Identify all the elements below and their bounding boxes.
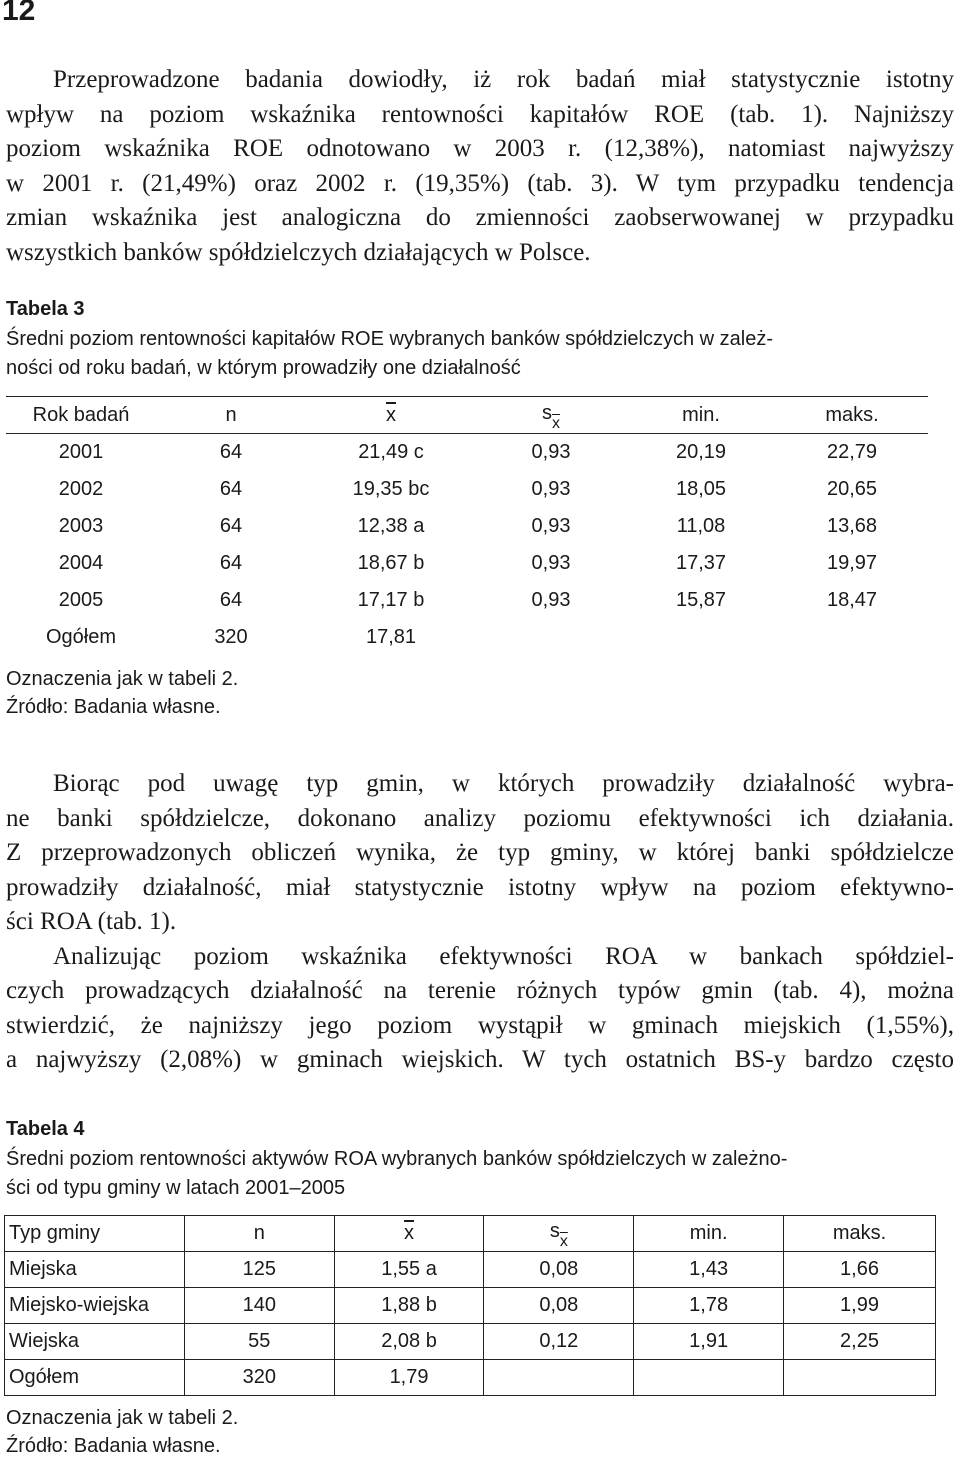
table3	[6, 396, 928, 656]
table3-caption	[6, 325, 956, 383]
table-cell: Miejsko-wiejska	[5, 1288, 185, 1324]
col-header-sx: $s_{\overline{x}}$	[484, 1216, 634, 1252]
table-cell: 64	[219, 478, 243, 500]
table-cell: 0,12	[484, 1324, 634, 1360]
table-cell: 140	[184, 1288, 334, 1324]
table-cell: 15,87	[675, 589, 727, 611]
table-cell: 1,66	[784, 1252, 936, 1288]
table-cell: 2004	[58, 552, 104, 574]
table-cell: 1,43	[634, 1252, 784, 1288]
table-cell	[784, 1360, 936, 1396]
table-cell: 0,93	[531, 589, 571, 611]
col-header-n: n	[184, 1216, 334, 1252]
text-line: w 2001 r. (21,49%) oraz 2002 r. (19,35%) (tab. 3). W tym przypadku tendencja	[6, 169, 954, 197]
table-cell: 0,08	[484, 1288, 634, 1324]
col-header-min: min.	[626, 397, 776, 434]
table-cell: 11,08	[676, 515, 726, 537]
table-cell: 17,81	[365, 626, 417, 648]
table-cell: 55	[184, 1324, 334, 1360]
table-cell: Wiejska	[5, 1324, 185, 1360]
table4-notes	[6, 1404, 238, 1460]
table-row	[6, 508, 928, 545]
text-line: poziom wskaźnika ROE odnotowano w 2003 r. (12,38%), natomiast najwyższy	[6, 135, 954, 162]
table-cell: 320	[184, 1360, 334, 1396]
text-line: Analizując poziom wskaźnika efektywności ROA w bankach spółdziel-	[53, 942, 954, 970]
table-cell: 19,97	[826, 552, 878, 574]
text-line: Biorąc pod uwagę typ gmin, w których prowadziły działalność wybra-	[53, 770, 954, 797]
table-cell: 64	[219, 441, 243, 463]
table-cell: 64	[219, 552, 243, 574]
table-cell: 17,17 b	[357, 589, 425, 611]
table-cell: 2003	[58, 515, 104, 537]
table-cell: 13,68	[826, 515, 878, 537]
caption-line: Średni poziom rentowności kapitałów ROE wybranych banków spółdzielczych w zależ-	[6, 328, 774, 350]
table-cell: 1,91	[634, 1324, 784, 1360]
table-cell: 2001	[58, 441, 104, 463]
page-number: 12	[2, 0, 36, 27]
table-header-row	[6, 397, 928, 434]
table-header-row	[5, 1216, 936, 1252]
text-line: prowadziły działalność, miał statystycznie istotny wpływ na poziom efektywno-	[6, 873, 954, 901]
table-cell: 17,37	[675, 552, 727, 574]
table-cell: 1,78	[634, 1288, 784, 1324]
col-header-max: maks.	[784, 1216, 936, 1252]
table-cell: 1,88 b	[334, 1288, 484, 1324]
table-cell: 2,25	[784, 1324, 936, 1360]
table4-caption	[6, 1145, 956, 1203]
col-header-n: n	[156, 397, 306, 434]
text-line: stwierdzić, że najniższy jego poziom wystąpił w gminach miejskich (1,55%),	[6, 1011, 954, 1039]
table-cell	[476, 619, 626, 656]
table-source: Źródło: Badania własne.	[6, 696, 221, 718]
table-cell: 0,93	[531, 478, 571, 500]
paragraph-roe	[6, 63, 954, 270]
table-cell: Ogółem	[5, 1360, 185, 1396]
table-cell: 18,05	[675, 478, 727, 500]
table-cell	[634, 1360, 784, 1396]
table-cell: 20,19	[675, 441, 727, 463]
table-cell: 64	[219, 515, 243, 537]
table-row	[5, 1324, 936, 1360]
table-cell	[626, 619, 776, 656]
table-cell: 125	[184, 1252, 334, 1288]
col-header-max: maks.	[776, 397, 928, 434]
table4	[4, 1215, 936, 1396]
col-header-min: min.	[634, 1216, 784, 1252]
table-cell: 18,47	[826, 589, 878, 611]
text-line: zmian wskaźnika jest analogiczna do zmienności zaobserwowanej w przypadku	[6, 204, 954, 231]
text-line: ści ROA (tab. 1).	[6, 908, 177, 935]
table-cell	[776, 619, 928, 656]
col-header-year: Rok badań	[6, 397, 156, 434]
text-line: ne banki spółdzielcze, dokonano analizy poziomu efektywności ich działania.	[6, 804, 954, 832]
table-row	[5, 1288, 936, 1324]
text-line: Z przeprowadzonych obliczeń wynika, że typ gminy, w której banki spółdzielcze	[6, 839, 954, 866]
text-line: a najwyższy (2,08%) w gminach wiejskich. W tych ostatnich BS-y bardzo często	[6, 1046, 954, 1073]
table-cell: 0,93	[531, 441, 571, 463]
table-row	[6, 471, 928, 508]
table-cell: 320	[214, 626, 248, 648]
col-header-sx: $s_{\overline{x}}$	[476, 397, 626, 434]
table-cell: 0,93	[531, 515, 571, 537]
table4-label: Tabela 4	[6, 1118, 85, 1140]
table-note: Oznaczenia jak w tabeli 2.	[6, 668, 239, 690]
col-header-mean: $\overline{x}$	[334, 1216, 484, 1252]
caption-line: ności od roku badań, w którym prowadziły one działalność	[6, 357, 521, 379]
table-cell: 2,08 b	[334, 1324, 484, 1360]
table-row-total	[6, 619, 928, 656]
table-source: Źródło: Badania własne.	[6, 1435, 221, 1457]
table-row-total	[5, 1360, 936, 1396]
table-cell: 1,99	[784, 1288, 936, 1324]
table-cell: 12,38 a	[357, 515, 425, 537]
table3-label: Tabela 3	[6, 298, 85, 320]
table-cell: 19,35 bc	[352, 478, 430, 500]
table-row	[6, 434, 928, 472]
table-cell: Miejska	[5, 1252, 185, 1288]
table-cell: 18,67 b	[357, 552, 425, 574]
table-cell: 2002	[58, 478, 104, 500]
table-cell: 0,93	[531, 552, 571, 574]
table-row	[5, 1252, 936, 1288]
table-cell: 64	[219, 589, 243, 611]
table-row	[6, 582, 928, 619]
table-row	[6, 545, 928, 582]
text-line: Przeprowadzone badania dowiodły, iż rok badań miał statystycznie istotny	[53, 66, 954, 93]
table-cell: 0,08	[484, 1252, 634, 1288]
text-line: wpływ na poziom wskaźnika rentowności kapitałów ROE (tab. 1). Najniższy	[6, 100, 954, 128]
text-line: czych prowadzących działalność na terenie różnych typów gmin (tab. 4), można	[6, 977, 954, 1004]
table-cell: 21,49 c	[358, 441, 424, 463]
col-header-municipality: Typ gminy	[5, 1216, 185, 1252]
table3-notes	[6, 665, 238, 721]
table-cell: 22,79	[826, 441, 878, 463]
table-note: Oznaczenia jak w tabeli 2.	[6, 1407, 239, 1429]
col-header-mean: $\overline{x}$	[306, 397, 476, 434]
table-cell: 20,65	[826, 478, 878, 500]
table-cell: 2005	[58, 589, 104, 611]
table-cell	[484, 1360, 634, 1396]
caption-line: ści od typu gminy w latach 2001–2005	[6, 1177, 346, 1199]
caption-line: Średni poziom rentowności aktywów ROA wybranych banków spółdzielczych w zależno-	[6, 1148, 788, 1170]
paragraph-roa	[6, 767, 954, 1078]
table-cell: Ogółem	[45, 626, 117, 648]
table-cell: 1,55 a	[334, 1252, 484, 1288]
table-cell: 1,79	[334, 1360, 484, 1396]
text-line: wszystkich banków spółdzielczych działających w Polsce.	[6, 238, 591, 266]
